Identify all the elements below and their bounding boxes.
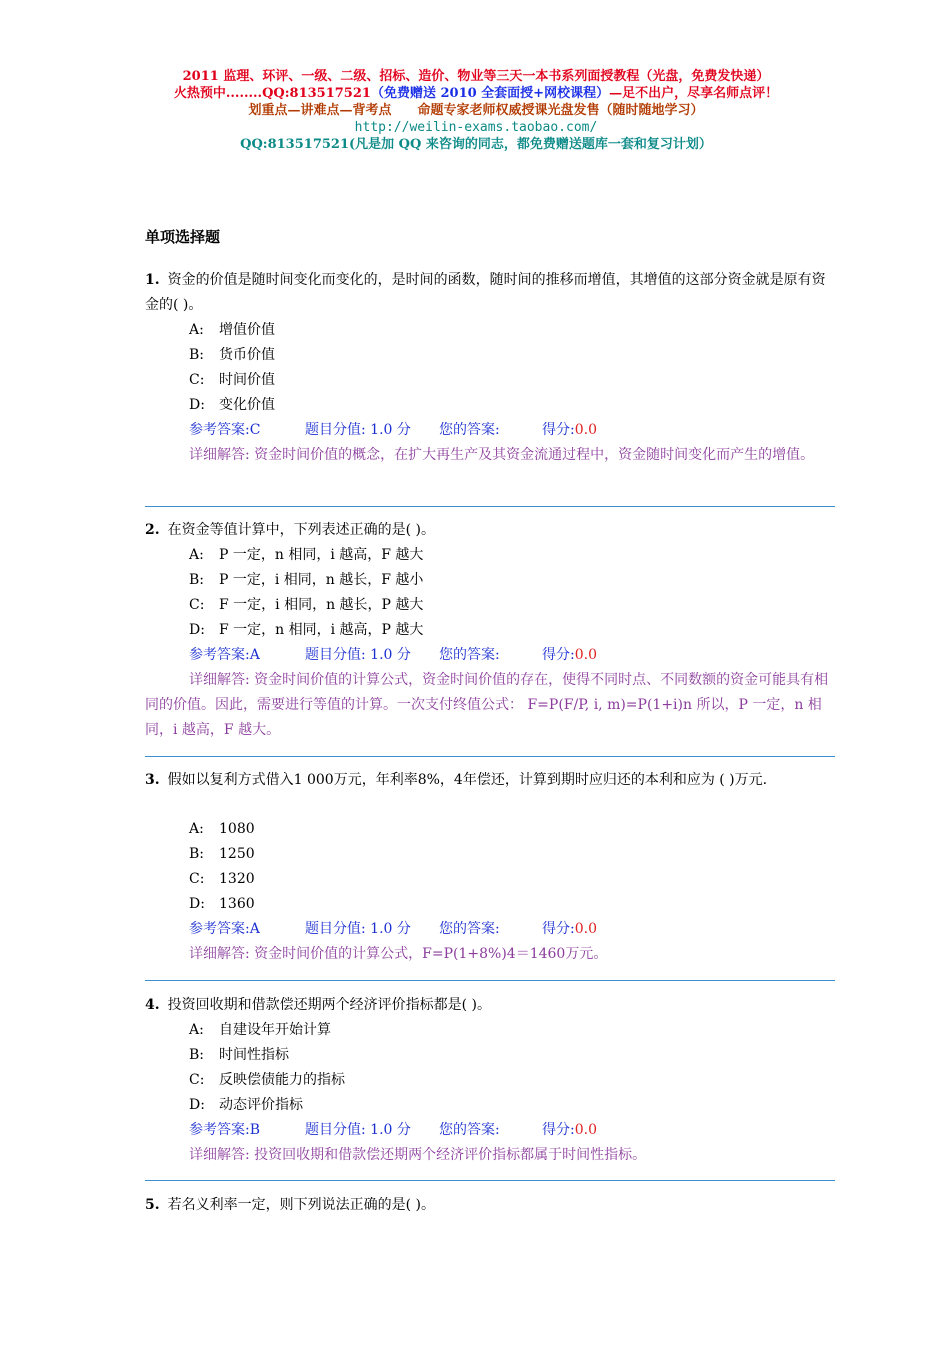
question-text: 若名义利率一定，则下列说法正确的是( )。 (167, 1197, 435, 1213)
option-list (189, 318, 835, 418)
score-value: 题目分值: 1.0 分 (305, 921, 411, 937)
blank-line (145, 793, 835, 817)
option-a[interactable]: A: 1080 (189, 821, 255, 837)
reference-answer: 参考答案:B (189, 1122, 261, 1138)
banner-line-1: 2011 监理、环评、一级、二级、招标、造价、物业等三天一本书系列面授教程（光盘，免费发快递） (182, 69, 770, 84)
question-5 (145, 1193, 835, 1218)
detailed-explanation: 详细解答: 资金时间价值的计算公式，F=P(1+8%)4＝1460万元。 (189, 946, 608, 962)
question-number: 5. (145, 1197, 160, 1213)
banner-line-2-qq: 火热预中........QQ:813517521 (173, 86, 371, 101)
question-number: 4. (145, 997, 160, 1013)
option-list (189, 817, 835, 917)
banner-line-2-gift: （免费赠送 2010 全套面授+网校课程） (370, 86, 610, 101)
option-c[interactable]: C: 1320 (189, 871, 255, 887)
answer-meta (189, 917, 835, 942)
reference-answer: 参考答案:A (189, 647, 260, 663)
banner-line-3: 划重点—讲难点—背考点 命题专家老师权威授课光盘发售（随时随地学习） (248, 103, 704, 118)
banner-line-2 (0, 85, 952, 102)
question-2 (145, 518, 835, 743)
option-d[interactable]: D: F 一定，n 相同，i 越高，P 越大 (189, 622, 424, 638)
promo-banner (0, 68, 952, 153)
option-c[interactable]: C: F 一定，i 相同，n 越长，P 越大 (189, 597, 424, 613)
question-number: 3. (145, 772, 160, 788)
question-3 (145, 768, 835, 967)
question-4 (145, 993, 835, 1168)
question-text: 资金的价值是随时间变化而变化的，是时间的函数，随时间的推移而增值，其增值的这部分资金就是原有资金的( )。 (145, 272, 826, 313)
option-list (189, 543, 835, 643)
option-d[interactable]: D: 1360 (189, 896, 255, 912)
option-d[interactable]: D: 动态评价指标 (189, 1097, 303, 1113)
divider (145, 756, 835, 757)
option-a[interactable]: A: 增值价值 (189, 322, 275, 338)
your-answer: 您的答案: (439, 1122, 500, 1138)
question-text: 投资回收期和借款偿还期两个经济评价指标都是( )。 (167, 997, 491, 1013)
question-1 (145, 268, 835, 468)
your-answer: 您的答案: (439, 422, 500, 438)
score-value: 题目分值: 1.0 分 (305, 1122, 411, 1138)
question-number: 1. (145, 272, 160, 288)
option-b[interactable]: B: 时间性指标 (189, 1047, 289, 1063)
score: 得分:0.0 (542, 921, 597, 937)
detailed-explanation: 详细解答: 资金时间价值的计算公式，资金时间价值的存在，使得不同时点、不同数额的资金可能具有相同的价值。因此，需要进行等值的计算。一次支付终值公式： F=P(F/P, i, m)=P(1+i)n 所以，P 一定，n 相同，i 越高，F 越大。 (145, 672, 829, 738)
score: 得分:0.0 (542, 1122, 597, 1138)
option-d[interactable]: D: 变化价值 (189, 397, 275, 413)
reference-answer: 参考答案:A (189, 921, 260, 937)
divider (145, 980, 835, 981)
your-answer: 您的答案: (439, 921, 500, 937)
banner-line-2-slogan: —足不出户，尽享名师点评！ (609, 86, 779, 101)
option-c[interactable]: C: 反映偿债能力的指标 (189, 1072, 345, 1088)
answer-meta (189, 418, 835, 443)
reference-answer: 参考答案:C (189, 422, 261, 438)
divider (145, 506, 835, 507)
your-answer: 您的答案: (439, 647, 500, 663)
score-value: 题目分值: 1.0 分 (305, 647, 411, 663)
score: 得分:0.0 (542, 647, 597, 663)
answer-meta (189, 643, 835, 668)
question-number: 2. (145, 522, 160, 538)
question-text: 在资金等值计算中，下列表述正确的是( )。 (167, 522, 435, 538)
answer-meta (189, 1118, 835, 1143)
banner-url-link[interactable]: http://weilin-exams.taobao.com/ (354, 120, 598, 135)
question-stem (145, 268, 835, 318)
score-value: 题目分值: 1.0 分 (305, 422, 411, 438)
detailed-explanation: 详细解答: 投资回收期和借款偿还期两个经济评价指标都属于时间性指标。 (189, 1147, 647, 1163)
banner-line-5: QQ:813517521(凡是加 QQ 来咨询的同志，都免费赠送题库一套和复习计划） (240, 137, 712, 152)
section-title: 单项选择题 (145, 228, 221, 246)
detailed-explanation: 详细解答: 资金时间价值的概念，在扩大再生产及其资金流通过程中，资金随时间变化而产生的增值。 (189, 447, 815, 463)
score: 得分:0.0 (542, 422, 597, 438)
option-list (189, 1018, 835, 1118)
option-b[interactable]: B: 1250 (189, 846, 255, 862)
option-b[interactable]: B: 货币价值 (189, 347, 275, 363)
question-stem (145, 993, 835, 1018)
option-b[interactable]: B: P 一定，i 相同，n 越长，F 越小 (189, 572, 424, 588)
divider (145, 1180, 835, 1181)
question-stem (145, 768, 835, 793)
question-stem (145, 1193, 835, 1218)
question-text: 假如以复利方式借入1 000万元，年利率8%，4年偿还，计算到期时应归还的本利和应为 ( )万元. (167, 772, 768, 788)
option-c[interactable]: C: 时间价值 (189, 372, 275, 388)
question-stem (145, 518, 835, 543)
option-a[interactable]: A: 自建设年开始计算 (189, 1022, 331, 1038)
option-a[interactable]: A: P 一定，n 相同，i 越高，F 越大 (189, 547, 424, 563)
